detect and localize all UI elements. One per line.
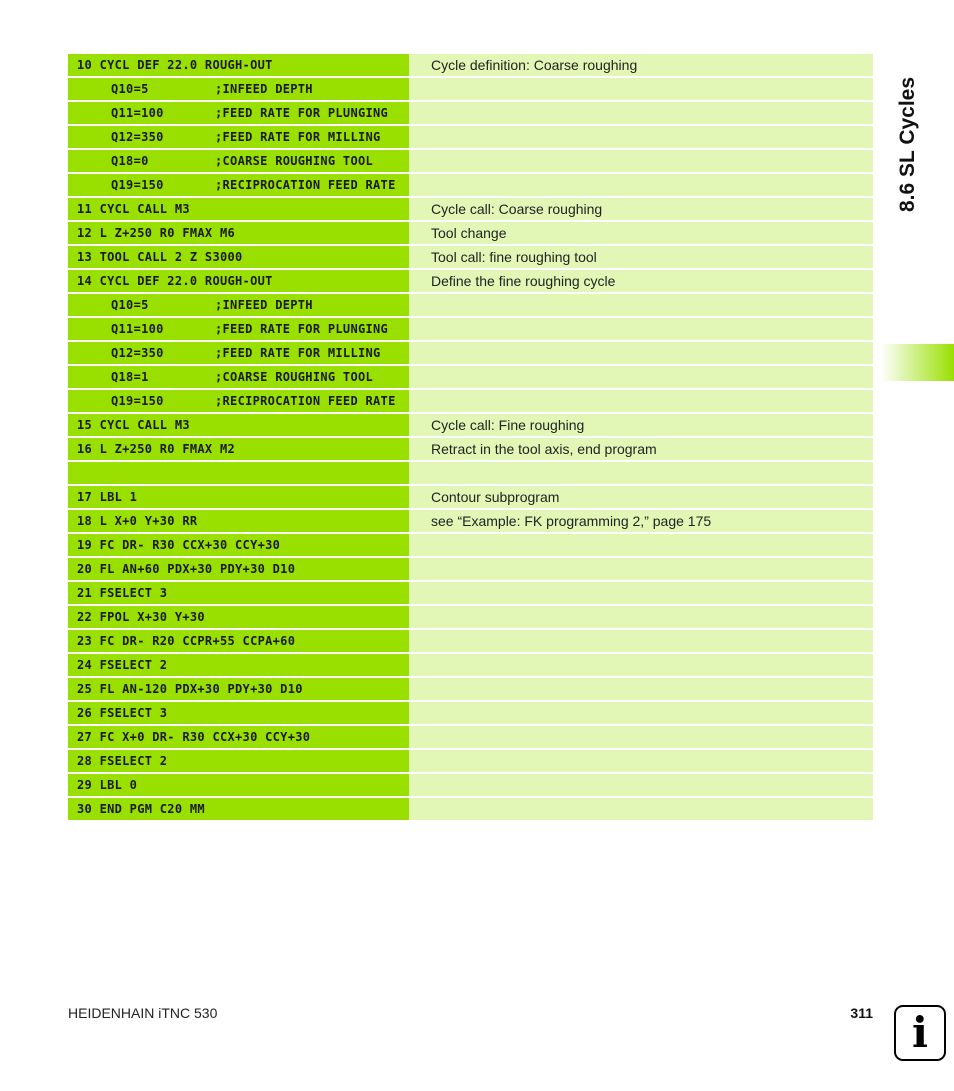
table-row: [68, 678, 873, 700]
nc-code-cell: [68, 702, 409, 724]
description-cell: [409, 462, 873, 484]
nc-code-cell: [68, 78, 409, 100]
nc-code-cell: [68, 198, 409, 220]
table-row: [68, 510, 873, 532]
nc-param-comment: ;FEED RATE FOR MILLING: [215, 130, 381, 144]
description-cell: [409, 342, 873, 364]
nc-block: [68, 466, 77, 480]
nc-block: 15 CYCL CALL M3: [77, 418, 190, 432]
table-row: [68, 702, 873, 724]
table-row: [68, 558, 873, 580]
description-cell: [409, 102, 873, 124]
nc-code-cell: [68, 558, 409, 580]
description-cell: Cycle call: Fine roughing: [409, 414, 873, 436]
description-cell: [409, 606, 873, 628]
table-row: [68, 438, 873, 460]
description-cell: [409, 294, 873, 316]
nc-code-cell: [68, 582, 409, 604]
footer-manual-title: HEIDENHAIN iTNC 530: [68, 1005, 218, 1021]
nc-param: Q12=350: [111, 346, 164, 360]
table-row: [68, 486, 873, 508]
table-row: [68, 366, 873, 388]
nc-block: 14 CYCL DEF 22.0 ROUGH-OUT: [77, 274, 273, 288]
nc-param: Q10=5: [111, 82, 149, 96]
nc-param-comment: ;FEED RATE FOR PLUNGING: [215, 322, 389, 336]
nc-param: Q19=150: [111, 394, 164, 408]
nc-code-cell: [68, 414, 409, 436]
table-row: [68, 750, 873, 772]
nc-param-comment: ;RECIPROCATION FEED RATE: [215, 394, 396, 408]
nc-param: Q12=350: [111, 130, 164, 144]
nc-block: 18 L X+0 Y+30 RR: [77, 514, 198, 528]
nc-block: 28 FSELECT 2: [77, 754, 168, 768]
nc-block: 12 L Z+250 R0 FMAX M6: [77, 226, 236, 240]
nc-param: Q11=100: [111, 106, 164, 120]
table-row: [68, 150, 873, 172]
table-row: [68, 462, 873, 484]
nc-code-cell: [68, 510, 409, 532]
description-cell: [409, 702, 873, 724]
nc-code-cell: [68, 222, 409, 244]
nc-code-cell: [68, 366, 409, 388]
description-cell: Cycle call: Coarse roughing: [409, 198, 873, 220]
description-cell: [409, 126, 873, 148]
nc-block: 23 FC DR- R20 CCPR+55 CCPA+60: [77, 634, 296, 648]
nc-param-comment: ;COARSE ROUGHING TOOL: [215, 370, 374, 384]
nc-block: 13 TOOL CALL 2 Z S3000: [77, 250, 243, 264]
nc-code-cell: [68, 462, 409, 484]
nc-param-comment: ;FEED RATE FOR MILLING: [215, 346, 381, 360]
nc-param-comment: ;RECIPROCATION FEED RATE: [215, 178, 396, 192]
table-row: [68, 798, 873, 820]
nc-block: 30 END PGM C20 MM: [77, 802, 205, 816]
table-row: [68, 414, 873, 436]
nc-code-cell: [68, 654, 409, 676]
table-row: [68, 270, 873, 292]
info-icon: [894, 1005, 946, 1061]
table-row: [68, 102, 873, 124]
nc-code-cell: [68, 102, 409, 124]
nc-param: Q18=1: [111, 370, 149, 384]
nc-code-cell: [68, 126, 409, 148]
nc-param: Q18=0: [111, 154, 149, 168]
nc-block: 22 FPOL X+30 Y+30: [77, 610, 205, 624]
description-cell: Define the fine roughing cycle: [409, 270, 873, 292]
nc-code-cell: [68, 630, 409, 652]
description-cell: [409, 654, 873, 676]
table-row: [68, 630, 873, 652]
table-row: [68, 606, 873, 628]
table-row: [68, 78, 873, 100]
table-row: [68, 294, 873, 316]
description-cell: Tool call: fine roughing tool: [409, 246, 873, 268]
program-table: [68, 54, 873, 822]
table-row: [68, 774, 873, 796]
nc-code-cell: [68, 606, 409, 628]
table-row: [68, 54, 873, 76]
nc-block: 10 CYCL DEF 22.0 ROUGH-OUT: [77, 58, 273, 72]
info-icon-glyph: i: [912, 1008, 928, 1057]
table-row: [68, 318, 873, 340]
nc-block: 25 FL AN-120 PDX+30 PDY+30 D10: [77, 682, 303, 696]
section-title: 8.6 SL Cycles: [896, 76, 919, 212]
table-row: [68, 174, 873, 196]
nc-code-cell: [68, 486, 409, 508]
nc-param-comment: ;COARSE ROUGHING TOOL: [215, 154, 374, 168]
description-cell: [409, 366, 873, 388]
description-cell: [409, 534, 873, 556]
section-tab-marker: [881, 344, 954, 381]
nc-code-cell: [68, 438, 409, 460]
nc-code-cell: [68, 750, 409, 772]
description-cell: [409, 726, 873, 748]
table-row: [68, 534, 873, 556]
description-cell: [409, 798, 873, 820]
nc-block: 19 FC DR- R30 CCX+30 CCY+30: [77, 538, 281, 552]
table-row: [68, 582, 873, 604]
description-cell: [409, 750, 873, 772]
description-cell: Cycle definition: Coarse roughing: [409, 54, 873, 76]
nc-code-cell: [68, 318, 409, 340]
nc-param-comment: ;FEED RATE FOR PLUNGING: [215, 106, 389, 120]
nc-code-cell: [68, 798, 409, 820]
table-row: [68, 198, 873, 220]
nc-param: Q11=100: [111, 322, 164, 336]
table-row: [68, 726, 873, 748]
description-cell: [409, 78, 873, 100]
nc-block: 16 L Z+250 R0 FMAX M2: [77, 442, 236, 456]
nc-block: 27 FC X+0 DR- R30 CCX+30 CCY+30: [77, 730, 311, 744]
nc-code-cell: [68, 774, 409, 796]
nc-param-comment: ;INFEED DEPTH: [215, 298, 313, 312]
table-row: [68, 342, 873, 364]
table-row: [68, 126, 873, 148]
table-row: [68, 654, 873, 676]
nc-code-cell: [68, 678, 409, 700]
nc-code-cell: [68, 174, 409, 196]
description-cell: Tool change: [409, 222, 873, 244]
description-cell: see “Example: FK programming 2,” page 175: [409, 510, 873, 532]
nc-block: 11 CYCL CALL M3: [77, 202, 190, 216]
nc-code-cell: [68, 294, 409, 316]
description-cell: [409, 390, 873, 412]
nc-block: 24 FSELECT 2: [77, 658, 168, 672]
nc-code-cell: [68, 342, 409, 364]
nc-code-cell: [68, 150, 409, 172]
nc-block: 26 FSELECT 3: [77, 706, 168, 720]
nc-block: 17 LBL 1: [77, 490, 138, 504]
description-cell: [409, 678, 873, 700]
nc-code-cell: [68, 390, 409, 412]
nc-param: Q19=150: [111, 178, 164, 192]
page-number: 311: [850, 1005, 873, 1021]
table-row: [68, 390, 873, 412]
description-cell: [409, 774, 873, 796]
nc-block: 29 LBL 0: [77, 778, 138, 792]
description-cell: Retract in the tool axis, end program: [409, 438, 873, 460]
description-cell: [409, 174, 873, 196]
description-cell: [409, 150, 873, 172]
table-row: [68, 246, 873, 268]
description-cell: [409, 558, 873, 580]
description-cell: Contour subprogram: [409, 486, 873, 508]
description-cell: [409, 630, 873, 652]
nc-block: 21 FSELECT 3: [77, 586, 168, 600]
nc-code-cell: [68, 726, 409, 748]
nc-code-cell: [68, 246, 409, 268]
table-row: [68, 222, 873, 244]
description-cell: [409, 318, 873, 340]
nc-param: Q10=5: [111, 298, 149, 312]
description-cell: [409, 582, 873, 604]
nc-code-cell: [68, 534, 409, 556]
nc-param-comment: ;INFEED DEPTH: [215, 82, 313, 96]
nc-code-cell: [68, 54, 409, 76]
nc-code-cell: [68, 270, 409, 292]
nc-block: 20 FL AN+60 PDX+30 PDY+30 D10: [77, 562, 296, 576]
